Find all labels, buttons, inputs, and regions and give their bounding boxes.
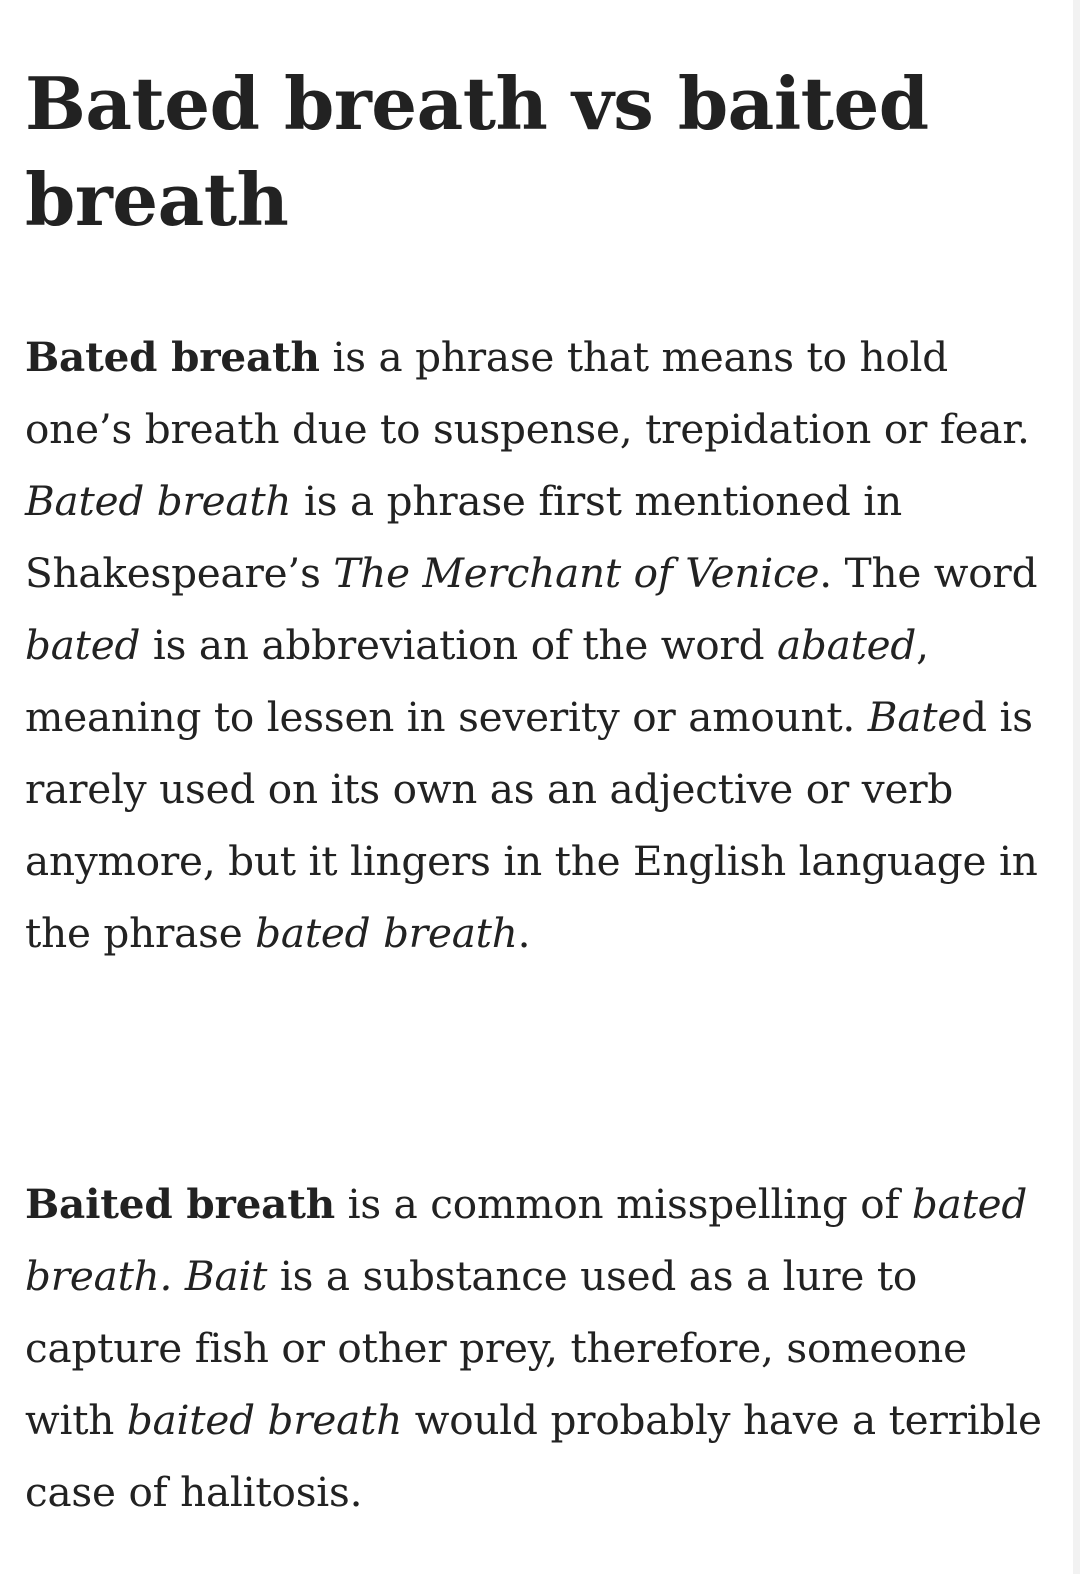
term-bated-breath: Bated breath — [25, 333, 320, 381]
emphasis-merchant-of-venice: The Merchant of Venice — [333, 549, 820, 597]
text-segment: would probably have a terrible case of halitosis. — [25, 1396, 1042, 1516]
emphasis-abated: abated — [776, 621, 917, 669]
paragraph-baited-breath — [25, 1168, 1065, 1528]
emphasis-bated-breath-bait: bated breath. Bait — [25, 1180, 1028, 1300]
emphasis-bated-breath: Bated breath — [25, 477, 292, 525]
emphasis-bate: Bate — [867, 693, 962, 741]
text-segment: is a phrase that means to hold one’s breath due to suspense, trepidation or fear. — [25, 333, 1030, 453]
page-title: Bated breath vs baited breath — [25, 61, 929, 242]
emphasis-baited-breath: baited breath — [126, 1396, 403, 1444]
text-segment: . The word — [819, 549, 1038, 597]
paragraph-bated-breath — [25, 321, 1065, 969]
emphasis-bated: bated — [25, 621, 141, 669]
text-segment: is an abbreviation of the word — [140, 621, 777, 669]
text-segment: , meaning to lessen in severity or amount. — [25, 621, 929, 741]
text-segment: d is rarely used on its own as an adjective or verb anymore, but it lingers in the English language in the phrase — [25, 693, 1038, 957]
emphasis-bated-breath-phrase: bated breath — [255, 909, 518, 957]
text-segment: is a phrase first mentioned in Shakespeare’s — [25, 477, 902, 597]
term-baited-breath: Baited breath — [25, 1180, 335, 1228]
article — [25, 0, 1065, 1528]
text-segment: . — [517, 909, 531, 957]
text-segment: is a common misspelling of — [334, 1180, 912, 1228]
scroll-edge — [1073, 0, 1080, 1574]
text-segment: is a substance used as a lure to capture fish or other prey, therefore, someone with — [25, 1252, 967, 1444]
